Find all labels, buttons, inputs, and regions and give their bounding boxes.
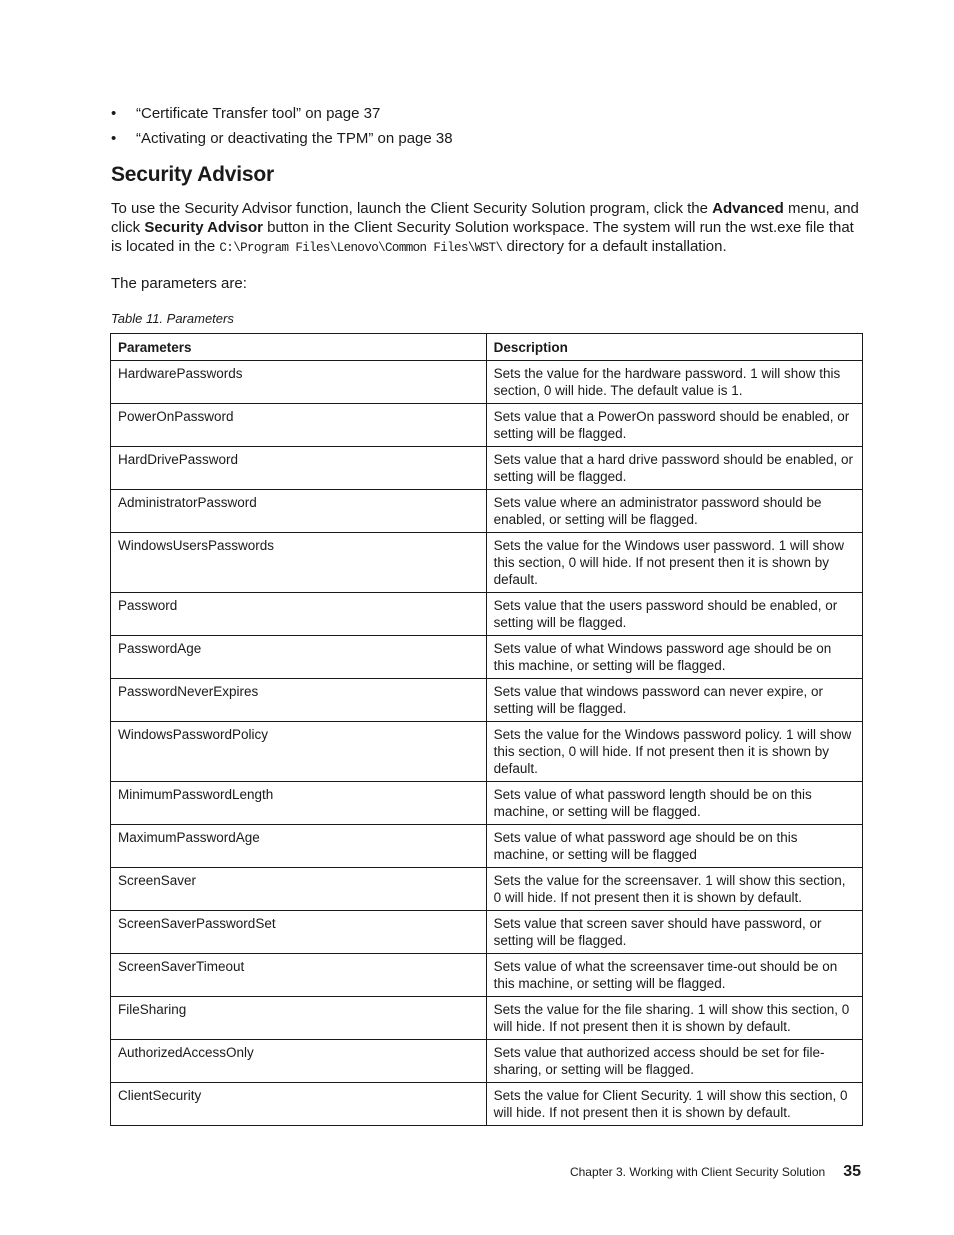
parameter-description: Sets value that a hard drive password should be enabled, or setting will be flagged.	[486, 447, 862, 490]
chapter-title: Chapter 3. Working with Client Security Solution	[569, 1165, 826, 1179]
table-header-row	[111, 334, 863, 361]
intro-text: button in the Client Security Solution workspace. The system will run the wst.exe file that is located in the	[111, 219, 854, 255]
section-title: Security Advisor	[111, 163, 274, 186]
link-certificate-transfer-tool[interactable]: “Certificate Transfer tool” on page 37	[136, 105, 381, 122]
parameter-name: WindowsUsersPasswords	[111, 533, 487, 593]
parameter-description: Sets value of what password age should be on this machine, or setting will be flagged	[486, 825, 862, 868]
table-row	[111, 722, 863, 782]
parameter-name: PasswordAge	[111, 636, 487, 679]
parameter-description: Sets the value for Client Security. 1 will show this section, 0 will hide. If not present then it is shown by default.	[486, 1083, 862, 1126]
intro-paragraph	[111, 199, 863, 258]
parameter-name: ScreenSaver	[111, 868, 487, 911]
column-header-description: Description	[486, 334, 862, 361]
table-caption: Table 11. Parameters	[111, 311, 234, 326]
parameter-name: Password	[111, 593, 487, 636]
parameter-description: Sets value of what password length should be on this machine, or setting will be flagged.	[486, 782, 862, 825]
parameter-name: FileSharing	[111, 997, 487, 1040]
list-item[interactable]	[111, 101, 453, 126]
intro-text: directory for a default installation.	[502, 238, 727, 255]
link-activating-tpm[interactable]: “Activating or deactivating the TPM” on page 38	[136, 130, 453, 147]
intro-text: menu, and click	[111, 200, 859, 236]
parameter-name: ClientSecurity	[111, 1083, 487, 1126]
table-row	[111, 361, 863, 404]
parameter-name: PasswordNeverExpires	[111, 679, 487, 722]
parameters-table	[110, 333, 863, 1126]
parameter-name: AdministratorPassword	[111, 490, 487, 533]
parameter-description: Sets the value for the screensaver. 1 will show this section, 0 will hide. If not present then it is shown by default.	[486, 868, 862, 911]
parameter-name: ScreenSaverPasswordSet	[111, 911, 487, 954]
security-advisor-button-label: Security Advisor	[144, 219, 263, 236]
parameter-name: MaximumPasswordAge	[111, 825, 487, 868]
advanced-menu-label: Advanced	[712, 200, 784, 217]
parameter-description: Sets the value for the hardware password. 1 will show this section, 0 will hide. The default value is 1.	[486, 361, 862, 404]
parameter-description: Sets value of what the screensaver time-out should be on this machine, or setting will be flagged.	[486, 954, 862, 997]
parameters-intro: The parameters are:	[111, 275, 247, 292]
parameter-description: Sets value that screen saver should have password, or setting will be flagged.	[486, 911, 862, 954]
column-header-parameters: Parameters	[111, 334, 487, 361]
table-row	[111, 997, 863, 1040]
table-row	[111, 911, 863, 954]
parameter-name: HardwarePasswords	[111, 361, 487, 404]
table-row	[111, 1083, 863, 1126]
parameter-description: Sets the value for the file sharing. 1 will show this section, 0 will hide. If not present then it is shown by default.	[486, 997, 862, 1040]
parameter-name: AuthorizedAccessOnly	[111, 1040, 487, 1083]
parameter-description: Sets the value for the Windows user password. 1 will show this section, 0 will hide. If not present then it is shown by default.	[486, 533, 862, 593]
parameter-name: HardDrivePassword	[111, 447, 487, 490]
table-row	[111, 1040, 863, 1083]
parameter-description: Sets value that authorized access should be set for file-sharing, or setting will be flagged.	[486, 1040, 862, 1083]
intro-text: To use the Security Advisor function, launch the Client Security Solution program, click the	[111, 200, 713, 217]
parameter-description: Sets value that the users password should be enabled, or setting will be flagged.	[486, 593, 862, 636]
parameter-name: WindowsPasswordPolicy	[111, 722, 487, 782]
table-row	[111, 447, 863, 490]
parameter-description: Sets value of what Windows password age should be on this machine, or setting will be flagged.	[486, 636, 862, 679]
table-row	[111, 404, 863, 447]
table-row	[111, 825, 863, 868]
table-row	[111, 490, 863, 533]
bullet-icon: •	[111, 130, 117, 147]
table-row	[111, 954, 863, 997]
page-footer	[570, 1163, 861, 1181]
table-row	[111, 868, 863, 911]
table-row	[111, 636, 863, 679]
parameter-name: PowerOnPassword	[111, 404, 487, 447]
table-row	[111, 679, 863, 722]
table-row	[111, 782, 863, 825]
parameter-description: Sets value where an administrator password should be enabled, or setting will be flagged.	[486, 490, 862, 533]
page-number: 35	[843, 1163, 861, 1180]
parameter-name: MinimumPasswordLength	[111, 782, 487, 825]
parameter-description: Sets value that a PowerOn password should be enabled, or setting will be flagged.	[486, 404, 862, 447]
install-path: C:\Program Files\Lenovo\Common Files\WST\	[219, 241, 503, 255]
bullet-icon: •	[111, 105, 117, 122]
cross-reference-list	[111, 101, 453, 151]
table-row	[111, 533, 863, 593]
parameter-description: Sets the value for the Windows password policy. 1 will show this section, 0 will hide. If not present then it is shown by default.	[486, 722, 862, 782]
table-row	[111, 593, 863, 636]
parameter-description: Sets value that windows password can never expire, or setting will be flagged.	[486, 679, 862, 722]
parameter-name: ScreenSaverTimeout	[111, 954, 487, 997]
list-item[interactable]	[111, 126, 453, 151]
